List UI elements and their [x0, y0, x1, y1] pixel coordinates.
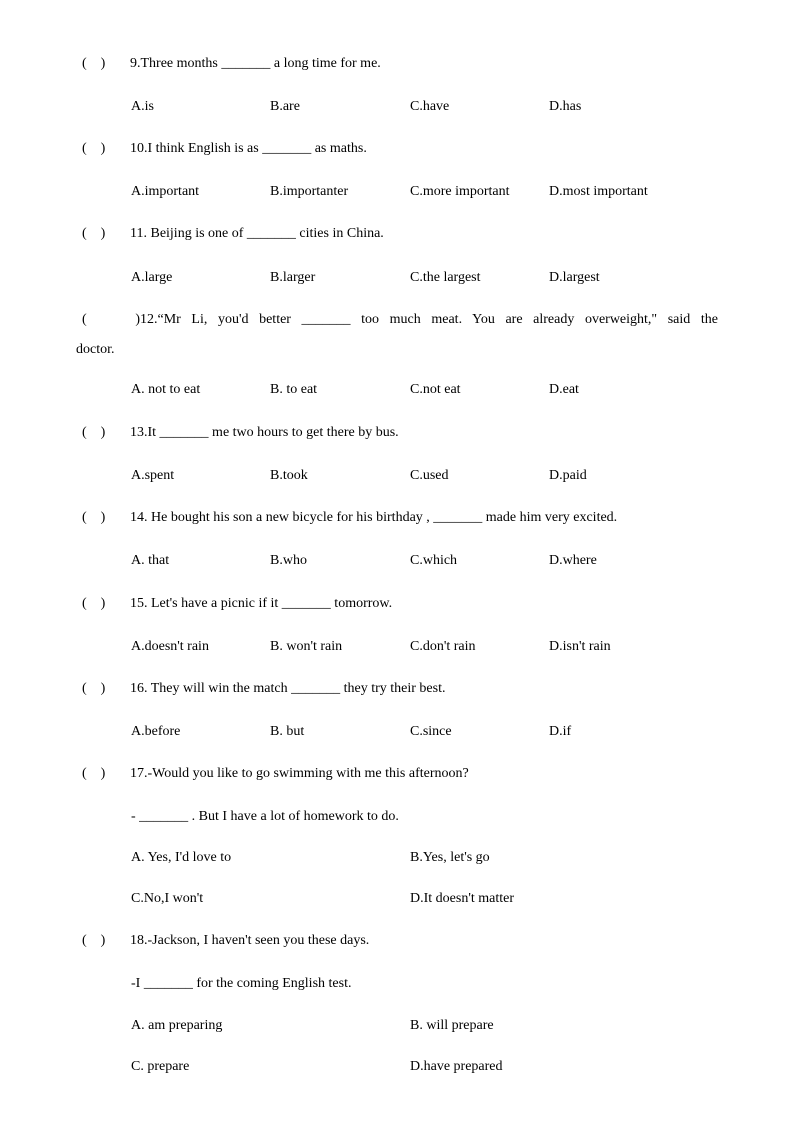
option-d[interactable]: D.if — [549, 724, 572, 739]
question-stem: 12.“Mr Li, you'd better _______ too much meat. You are already overweight," said the — [140, 312, 718, 327]
option-c[interactable]: C.have — [410, 99, 450, 114]
option-a[interactable]: A.is — [131, 99, 154, 114]
question-stem: 14. He bought his son a new bicycle for his birthday , _______ made him very excited. — [130, 510, 618, 525]
answer-blank[interactable]: ( ) — [82, 766, 106, 781]
question-12 — [82, 312, 718, 328]
answer-blank[interactable]: ( ) — [82, 596, 106, 611]
option-b[interactable]: B.importanter — [270, 184, 349, 199]
question-stem-continuation: doctor. — [76, 342, 115, 357]
option-c[interactable]: C.No,I won't — [131, 891, 204, 906]
question-15 — [82, 596, 392, 612]
question-stem: 18.-Jackson, I haven't seen you these days. — [130, 933, 370, 948]
option-c[interactable]: C.more important — [410, 184, 510, 199]
answer-blank[interactable]: ( ) — [82, 141, 106, 156]
option-c[interactable]: C.which — [410, 553, 458, 568]
answer-blank[interactable]: ( ) — [82, 312, 140, 327]
option-d[interactable]: D.largest — [549, 270, 600, 285]
option-c[interactable]: C.don't rain — [410, 639, 476, 654]
option-a[interactable]: A. Yes, I'd love to — [131, 850, 232, 865]
question-11 — [82, 226, 384, 242]
option-c[interactable]: C.not eat — [410, 382, 461, 397]
question-10 — [82, 141, 367, 157]
option-b[interactable]: B.Yes, let's go — [410, 850, 490, 865]
dialogue-line: - _______ . But I have a lot of homework to do. — [131, 809, 399, 824]
question-13 — [82, 425, 399, 441]
option-b[interactable]: B. won't rain — [270, 639, 343, 654]
question-stem: 10.I think English is as _______ as maths. — [130, 141, 367, 156]
answer-blank[interactable]: ( ) — [82, 56, 106, 71]
question-stem: 15. Let's have a picnic if it _______ tomorrow. — [130, 596, 393, 611]
question-9 — [82, 56, 381, 72]
option-b[interactable]: B.larger — [270, 270, 316, 285]
option-b[interactable]: B. will prepare — [410, 1018, 494, 1033]
option-b[interactable]: B. to eat — [270, 382, 318, 397]
question-stem: 9.Three months _______ a long time for me. — [130, 56, 381, 71]
option-a[interactable]: A.doesn't rain — [131, 639, 209, 654]
option-b[interactable]: B. but — [270, 724, 305, 739]
option-d[interactable]: D.It doesn't matter — [410, 891, 514, 906]
option-d[interactable]: D.isn't rain — [549, 639, 611, 654]
option-c[interactable]: C.the largest — [410, 270, 481, 285]
option-a[interactable]: A.important — [131, 184, 200, 199]
question-stem: 16. They will win the match _______ they try their best. — [130, 681, 446, 696]
option-a[interactable]: A.spent — [131, 468, 175, 483]
option-a[interactable]: A.before — [131, 724, 181, 739]
answer-blank[interactable]: ( ) — [82, 681, 106, 696]
option-a[interactable]: A.large — [131, 270, 173, 285]
question-14 — [82, 510, 617, 526]
option-c[interactable]: C. prepare — [131, 1059, 190, 1074]
question-stem: 17.-Would you like to go swimming with me this afternoon? — [130, 766, 469, 781]
question-stem: 13.It _______ me two hours to get there by bus. — [130, 425, 399, 440]
dialogue-line: -I _______ for the coming English test. — [131, 976, 352, 991]
answer-blank[interactable]: ( ) — [82, 510, 106, 525]
option-b[interactable]: B.who — [270, 553, 307, 568]
option-d[interactable]: D.has — [549, 99, 582, 114]
option-c[interactable]: C.since — [410, 724, 452, 739]
answer-blank[interactable]: ( ) — [82, 425, 106, 440]
option-c[interactable]: C.used — [410, 468, 449, 483]
answer-blank[interactable]: ( ) — [82, 226, 106, 241]
question-17 — [82, 766, 469, 782]
question-16 — [82, 681, 445, 697]
option-d[interactable]: D.have prepared — [410, 1059, 503, 1074]
option-b[interactable]: B.are — [270, 99, 300, 114]
question-stem: 11. Beijing is one of _______ cities in China. — [130, 226, 384, 241]
option-a[interactable]: A. that — [131, 553, 170, 568]
option-d[interactable]: D.eat — [549, 382, 579, 397]
answer-blank[interactable]: ( ) — [82, 933, 106, 948]
option-d[interactable]: D.paid — [549, 468, 587, 483]
option-b[interactable]: B.took — [270, 468, 308, 483]
question-18 — [82, 933, 369, 949]
option-d[interactable]: D.where — [549, 553, 597, 568]
option-d[interactable]: D.most important — [549, 184, 648, 199]
option-a[interactable]: A. am preparing — [131, 1018, 223, 1033]
option-a[interactable]: A. not to eat — [131, 382, 201, 397]
